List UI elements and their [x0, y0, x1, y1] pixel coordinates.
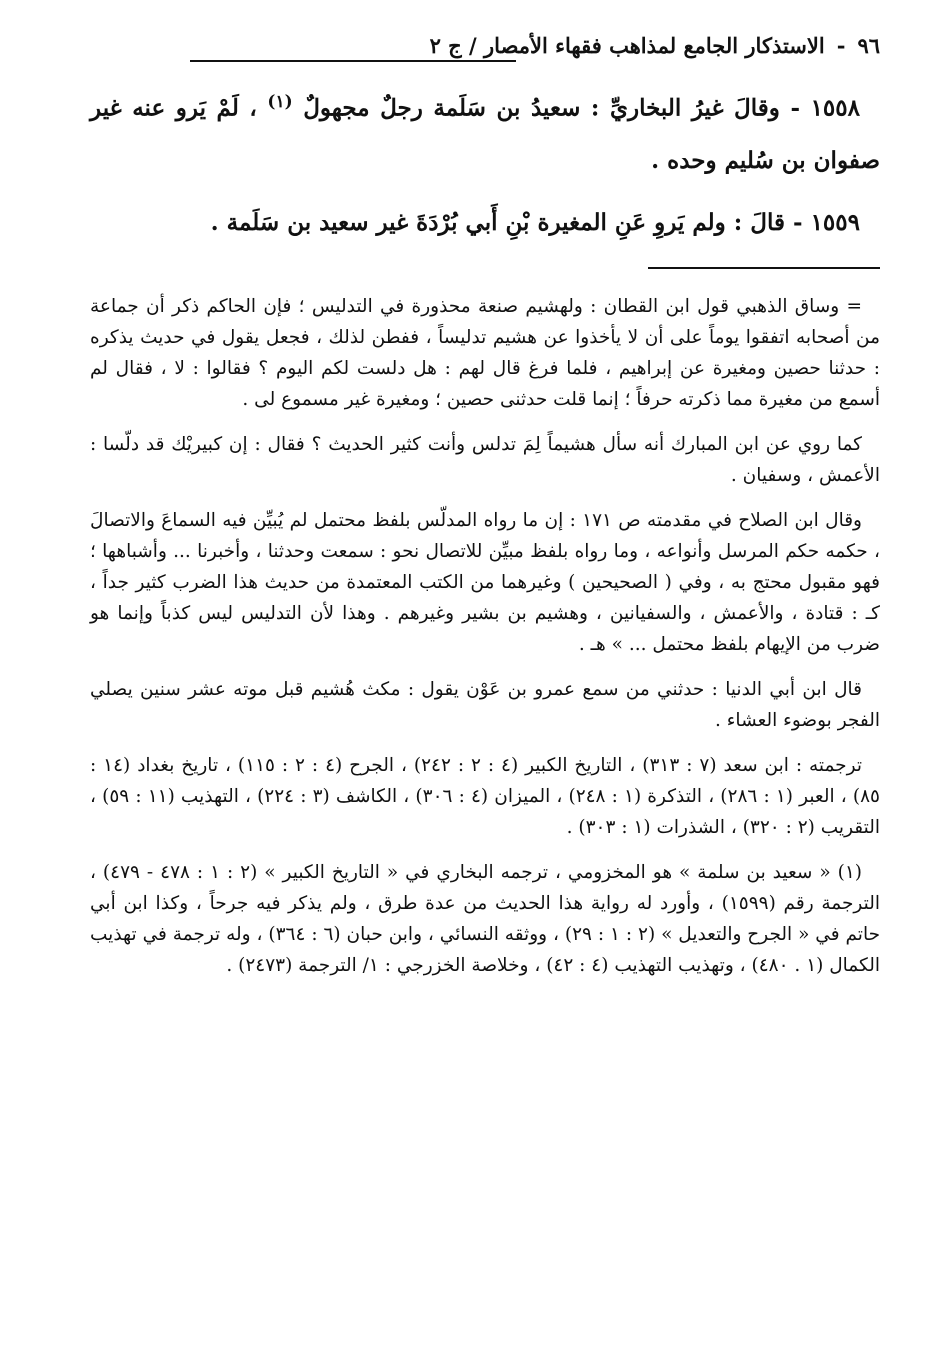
footnote-1: (١) « سعيد بن سلمة » هو المخزومي ، ترجمه البخاري في « التاريخ الكبير » (٢ : ١ : ٤٧٨ - ٤٧٩) ، الترجمة رقم (١٥٩٩) ، وأورد له رواية هذا الحديث من عدة طرق ، ولم يذكر فيه جرحاً ، وكذا ابن أبي حاتم في « الجرح والتعديل » (٢ : ١ : ٢٩) ، ووثقه النسائي ، وابن حبان (٦ : ٣٦٤) ، وله ترجمة في تهذيب الكمال (١ . ٤٨٠) ، وتهذيب التهذيب (٤ : ٤٢) ، وخلاصة الخزرجي : ١/ الترجمة (٢٤٧٣) .: [90, 861, 881, 976]
main-text: [90, 76, 880, 249]
footnote-rule: [648, 267, 880, 269]
page-number: ٩٦: [857, 33, 880, 58]
book-title: الاستذكار الجامع لمذاهب فقهاء الأمصار / ج ٢: [429, 33, 825, 58]
book-page: [90, 30, 880, 995]
header-dash: -: [836, 33, 846, 58]
footnotes: [90, 291, 880, 981]
note-mubarak: كما روي عن ابن المبارك أنه سأل هشيماً لِمَ تدلس وأنت كثير الحديث ؟ فقال : إن كبيريْك قد دلّسا : الأعمش ، وسفيان .: [90, 433, 880, 486]
note-ibn-abi-dunya: قال ابن أبي الدنيا : حدثني من سمع عمرو بن عَوْن يقول : مكث هُشيم قبل موته عشر سنين يصلي الفجر بوضوء العشاء .: [90, 678, 880, 731]
entry-1558-text-end: ، لَمْ يَرو عنه غير صفوان بن سُليم وحده .: [90, 94, 880, 174]
note-tarjama: ترجمته : ابن سعد (٧ : ٣١٣) ، التاريخ الكبير (٤ : ٢ : ٢٤٢) ، الجرح (٤ : ٢ : ١١٥) ، تاريخ بغداد (١٤ : ٨٥) ، العبر (١ : ٢٨٦) ، التذكرة (١ : ٢٤٨) ، الميزان (٤ : ٣٠٦) ، الكاشف (٣ : ٢٢٤) ، التهذيب (١١ : ٥٩) ، التقريب (٢ : ٣٢٠) ، الشذرات (١ : ٣٠٣) .: [90, 754, 880, 838]
note-ibn-salah: وقال ابن الصلاح في مقدمته ص ١٧١ : إن ما رواه المدلّس بلفظ محتمل لم يُبيِّن فيه السماعَ والاتصالَ ، حكمه حكم المرسل وأنواعه ، وما رواه بلفظ مبيِّن للاتصال نحو : سمعت وحدثنا ، وأخبرنا ... وأشباهها ؛ فهو مقبول محتج به ، وفي ( الصحيحين ) وغيرهما من الكتب المعتمدة من حديث هذا الضرب كثير جداً ، كـ : قتادة ، والأعمش ، والسفيانين ، وهشيم بن بشير وغيرهم . وهذا لأن التدليس ليس كذباً وإنما هو ضرب من الإيهام بلفظ محتمل ... » هـ .: [90, 509, 880, 655]
footnote-ref-1: (١): [267, 92, 293, 112]
entry-1558: [90, 76, 880, 187]
running-header: [90, 30, 880, 62]
entry-1559: ١٥٥٩ - قالَ : ولم يَروِ عَنِ المغيرة بْنِ أَبي بُرْدَةَ غير سعيد بن سَلَمة .: [210, 208, 860, 236]
note-continuation: = وساق الذهبي قول ابن القطان : ولهشيم صنعة محذورة في التدليس ؛ فإن الحاكم ذكر أن جماعة من أصحابه اتفقوا يوماً على أن لا يأخذوا عن هشيم تدليساً ، ففطن لذلك ، فجعل يقول في حديث يذكره : حدثنا حصين ومغيرة عن إبراهيم ، فلما فرغ قال لهم : هل دلست لكم اليوم ؟ فقالوا : لا ، فقال لم أسمع من مغيرة مما ذكرته حرفاً ؛ إنما قلت حدثنى حصين ؛ ومغيرة غير مسموع لى .: [90, 295, 880, 410]
entry-1558-text: ١٥٥٨ - وقالَ غيرُ البخاريِّ : سعيدُ بن سَلَمة رجلٌ مجهولٌ: [303, 94, 860, 122]
